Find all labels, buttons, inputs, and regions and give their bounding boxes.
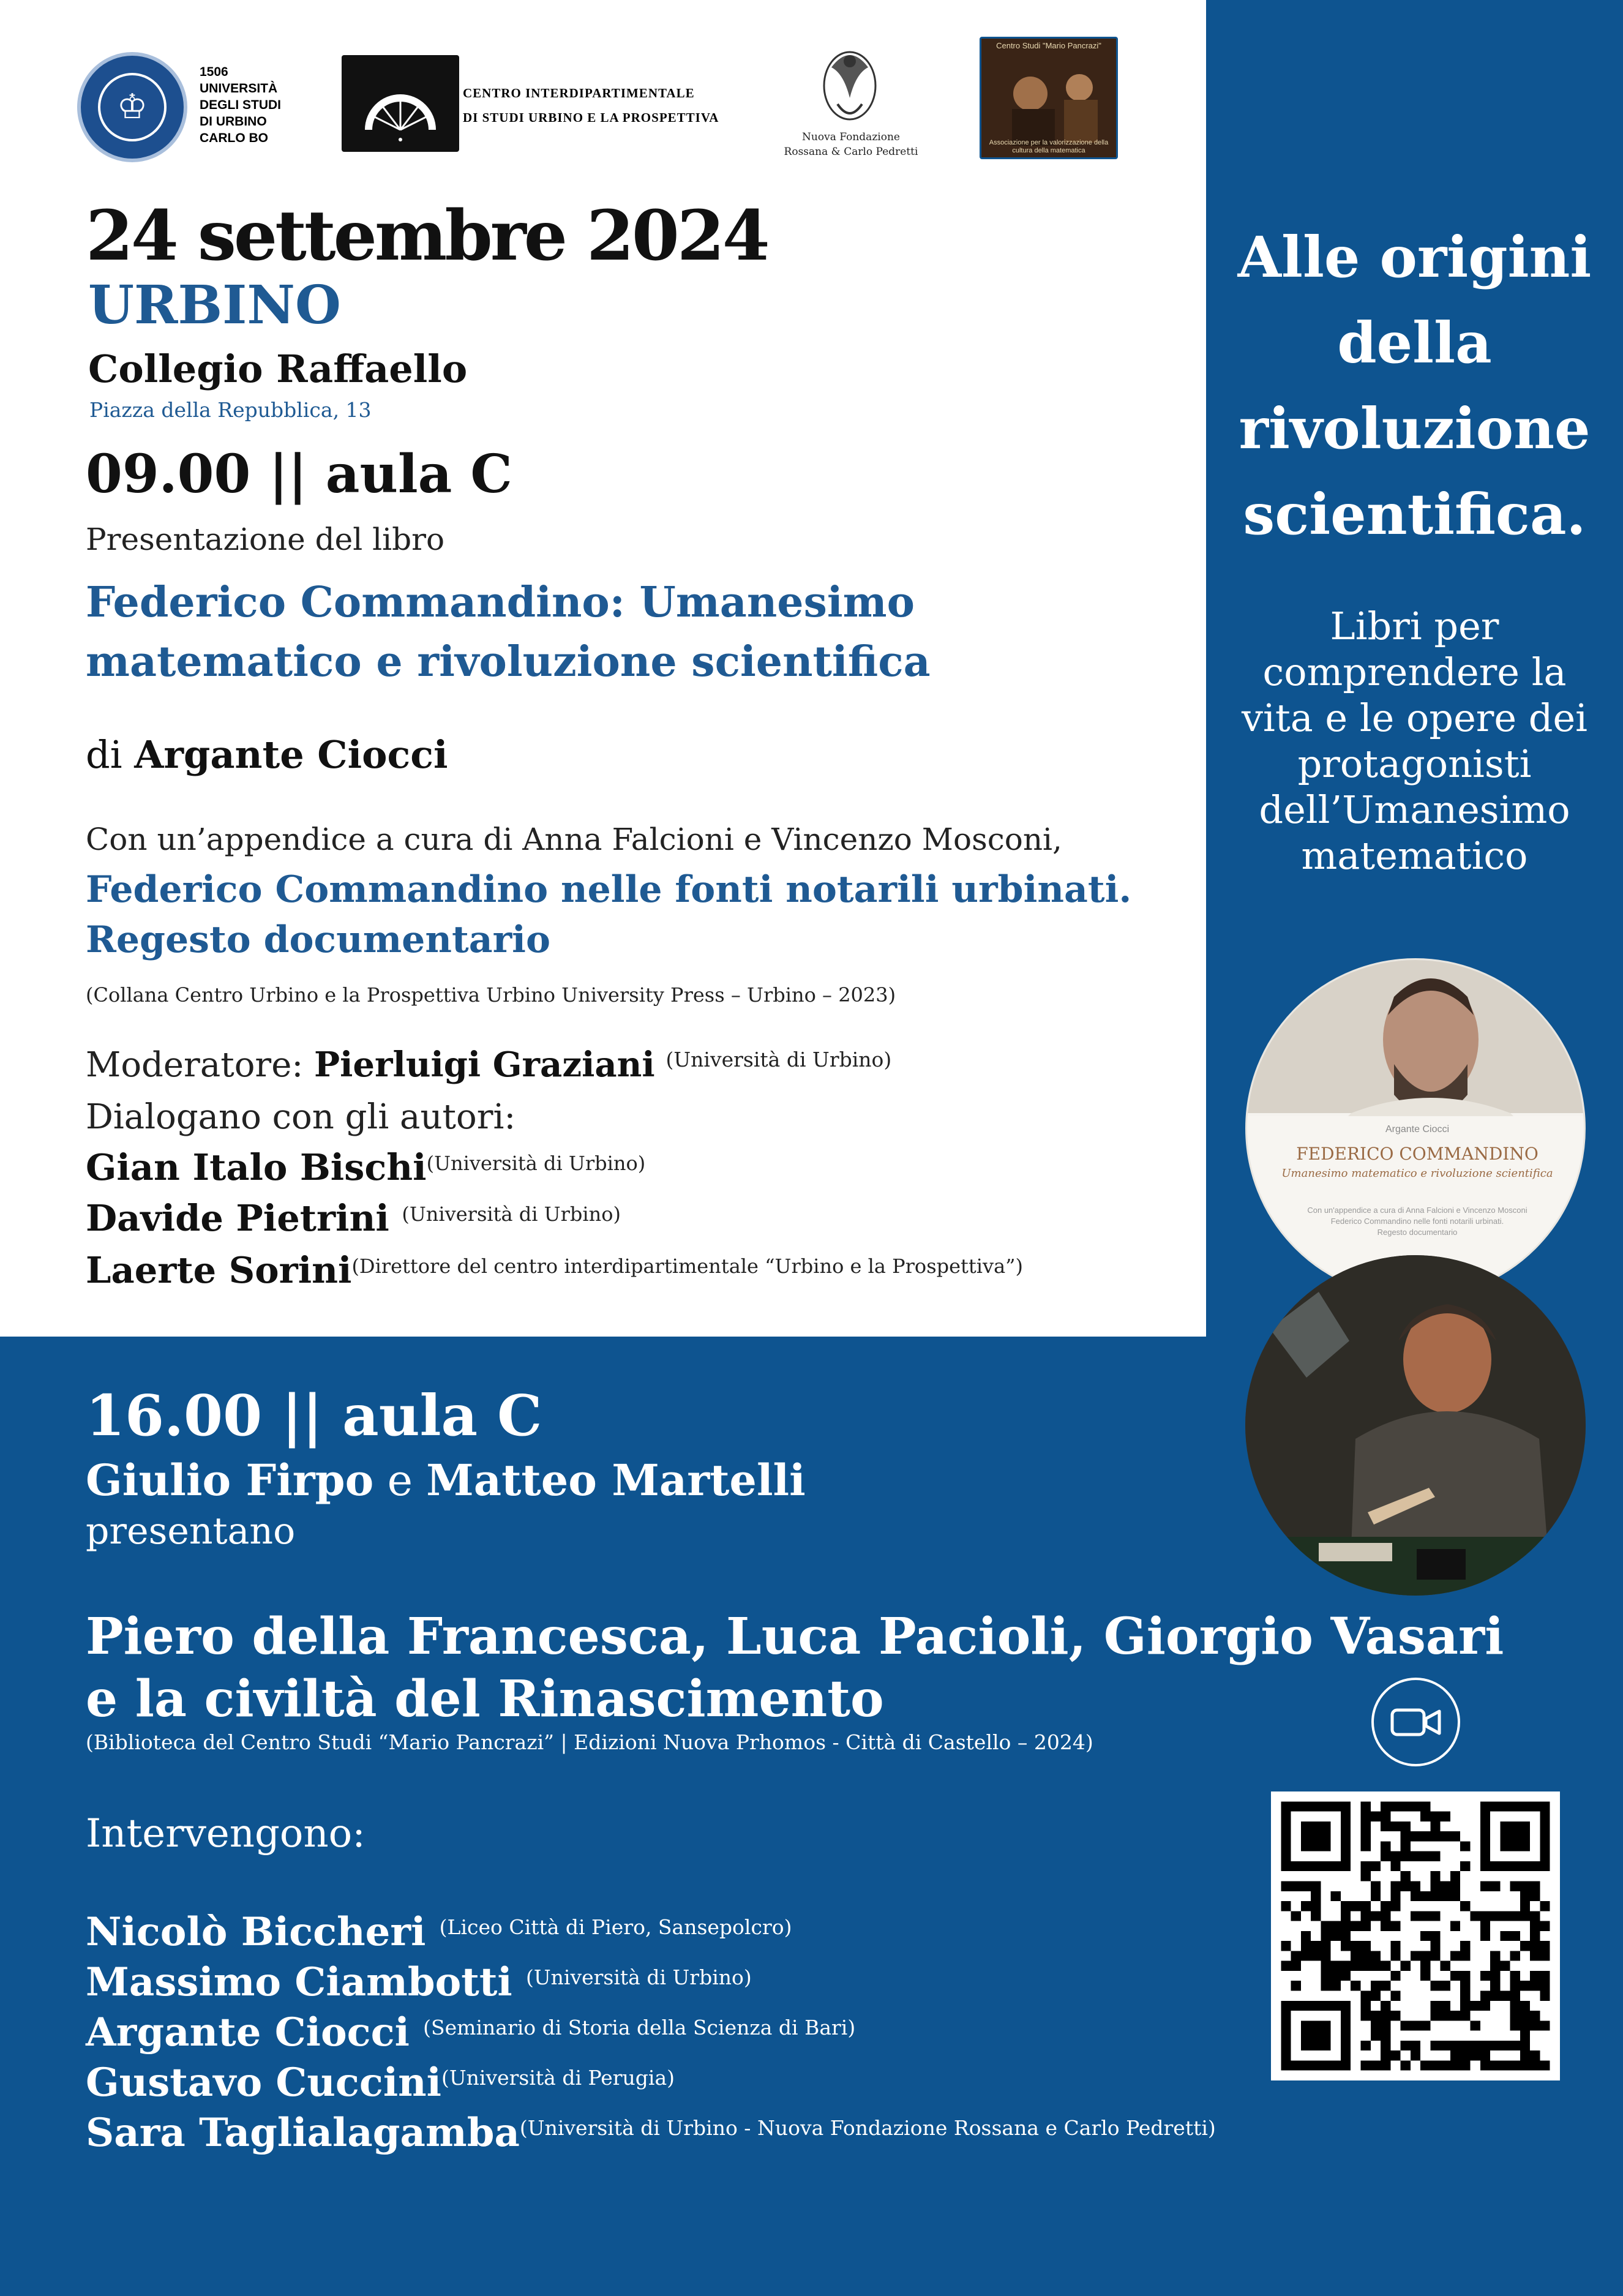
centro-pancrazi-logo — [980, 37, 1118, 159]
appendix-title-line1: Federico Commandino nelle fonti notarili urbinati. — [86, 868, 1132, 911]
dialog-label: Dialogano con gli autori: — [86, 1097, 516, 1137]
session1-speaker — [86, 1146, 645, 1188]
session1-speaker — [86, 1249, 1023, 1291]
session2-presentano: presentano — [86, 1510, 296, 1553]
intervengono-label: Intervengono: — [86, 1811, 365, 1856]
university-line3: DI URBINO — [200, 114, 267, 129]
book1-title-line1: Federico Commandino: Umanesimo — [86, 578, 915, 627]
fondazione-pedretti-logo — [807, 37, 893, 129]
university-logo-text — [200, 64, 281, 146]
centro-interdipartimentale-logo — [342, 55, 459, 152]
subhead-line4: protagonisti — [1297, 741, 1532, 786]
speaker-name: Gian Italo Bischi — [86, 1146, 427, 1188]
presenter1-name: Giulio Firpo — [86, 1455, 374, 1506]
fondazione-line1: Nuova Fondazione — [802, 131, 900, 143]
cover-subtitle: Umanesimo matematico e rivoluzione scientifica — [1281, 1167, 1553, 1180]
session2-time: 16.00 || aula C — [86, 1382, 542, 1449]
speaker-affiliation: (Università di Urbino) — [525, 1965, 752, 1989]
session1-time: 09.00 || aula C — [86, 443, 512, 505]
appendix-title — [86, 865, 1131, 965]
university-line2: DEGLI STUDI — [200, 98, 282, 112]
speaker-affiliation: (Università di Urbino) — [426, 1152, 646, 1175]
cover-appendix-line2: Federico Commandino nelle fonti notarili urbinati. — [1330, 1217, 1504, 1226]
sidebar-subheading — [1206, 603, 1623, 879]
session1-speaker — [86, 1197, 621, 1239]
session2-speaker — [86, 1909, 792, 1955]
cover-appendix-line1: Con un'appendice a cura di Anna Falcioni e Vincenzo Mosconi — [1307, 1206, 1527, 1215]
speaker-affiliation: (Università di Urbino - Nuova Fondazione Rossana e Carlo Pedretti) — [519, 2116, 1216, 2140]
subhead-line5: dell’Umanesimo — [1259, 787, 1570, 832]
session1-book-title — [86, 573, 931, 692]
qr-code[interactable] — [1271, 1791, 1560, 2080]
book1-title-line2: matematico e rivoluzione scientifica — [86, 637, 931, 686]
book-cover-image — [1245, 958, 1586, 1299]
pancrazi-top-text: Centro Studi "Mario Pancrazi" — [996, 41, 1101, 50]
speaker-name: Nicolò Biccheri — [86, 1909, 426, 1955]
university-crest-icon: ♔ — [98, 73, 167, 141]
session2-presenters — [86, 1455, 806, 1506]
speaker-affiliation: (Seminario di Storia della Scienza di Bari) — [423, 2016, 856, 2039]
university-line4: CARLO BO — [200, 131, 268, 145]
centro-line2: DI STUDI URBINO E LA PROSPETTIVA — [463, 110, 719, 125]
speaker-name: Laerte Sorini — [86, 1249, 352, 1291]
speaker-name: Argante Ciocci — [86, 2009, 410, 2055]
event-venue: Collegio Raffaello — [88, 347, 468, 391]
centro-line1: CENTRO INTERDIPARTIMENTALE — [463, 86, 695, 100]
moderator-affiliation: (Università di Urbino) — [665, 1048, 892, 1071]
event-address: Piazza della Repubblica, 13 — [89, 398, 372, 422]
session2-speaker — [86, 2009, 855, 2055]
pacioli-portrait-image — [1245, 1255, 1586, 1596]
headline-line4: scientifica. — [1243, 481, 1586, 547]
university-line1: UNIVERSITÀ — [200, 81, 278, 96]
university-seal-logo — [77, 52, 187, 162]
fondazione-logo-text — [778, 130, 924, 159]
moderator-line — [86, 1045, 891, 1085]
speaker-name: Davide Pietrini — [86, 1197, 389, 1239]
cover-author: Argante Ciocci — [1385, 1124, 1450, 1135]
university-year: 1506 — [200, 65, 228, 79]
moderator-label: Moderatore: — [86, 1045, 314, 1085]
appendix-title-line2: Regesto documentario — [86, 918, 550, 961]
speaker-affiliation: (Università di Urbino) — [402, 1202, 621, 1226]
cover-title: FEDERICO COMMANDINO — [1296, 1144, 1539, 1164]
book2-title-line1: Piero della Francesca, Luca Pacioli, Giorgio Vasari — [86, 1607, 1504, 1666]
event-city: URBINO — [88, 274, 341, 336]
cover-appendix-line3: Regesto documentario — [1377, 1228, 1458, 1237]
moderator-name: Pierluigi Graziani — [314, 1045, 655, 1085]
subhead-line1: Libri per — [1330, 604, 1499, 648]
fondazione-line2: Rossana & Carlo Pedretti — [784, 146, 918, 158]
sidebar-headline — [1206, 214, 1623, 557]
subhead-line2: comprendere la — [1262, 650, 1567, 694]
headline-line2: della — [1337, 310, 1492, 376]
speaker-affiliation: (Direttore del centro interdipartimentale “Urbino e la Prospettiva”) — [351, 1255, 1023, 1278]
appendix-intro: Con un’appendice a cura di Anna Falcioni e Vincenzo Mosconi, — [86, 822, 1062, 857]
event-date: 24 settembre 2024 — [86, 196, 768, 276]
headline-line1: Alle origini — [1237, 224, 1592, 290]
cover-appendix — [1247, 1205, 1586, 1238]
pancrazi-bottom-text: Associazione per la valorizzazione della cultura della matematica — [989, 139, 1109, 154]
subhead-line6: matematico — [1301, 833, 1528, 878]
collana-note: (Collana Centro Urbino e la Prospettiva Urbino University Press – Urbino – 2023) — [86, 983, 896, 1007]
session2-speaker — [86, 2110, 1216, 2156]
centro-logo-text — [463, 81, 719, 130]
headline-line3: rivoluzione — [1239, 396, 1591, 462]
presenter-conjunction: e — [373, 1455, 427, 1506]
author-prefix: di — [86, 732, 135, 777]
speaker-affiliation: (Liceo Città di Piero, Sansepolcro) — [439, 1915, 792, 1939]
session1-author-line — [86, 732, 448, 777]
subhead-line3: vita e le opere dei — [1241, 696, 1588, 740]
biblioteca-note: (Biblioteca del Centro Studi “Mario Pancrazi” | Edizioni Nuova Prhomos - Città di Castello – 2024) — [86, 1730, 1093, 1754]
speaker-name: Gustavo Cuccini — [86, 2060, 441, 2106]
speaker-affiliation: (Università di Perugia) — [441, 2066, 675, 2090]
presenter2-name: Matteo Martelli — [426, 1455, 806, 1506]
speaker-name: Massimo Ciambotti — [86, 1959, 512, 2005]
speaker-name: Sara Taglialagamba — [86, 2110, 520, 2156]
author-name: Argante Ciocci — [134, 732, 448, 777]
session2-speaker — [86, 2060, 675, 2106]
session1-intro: Presentazione del libro — [86, 522, 445, 557]
session2-book-title — [86, 1605, 1504, 1730]
book2-title-line2: e la civiltà del Rinascimento — [86, 1670, 884, 1728]
session2-speaker — [86, 1959, 752, 2005]
